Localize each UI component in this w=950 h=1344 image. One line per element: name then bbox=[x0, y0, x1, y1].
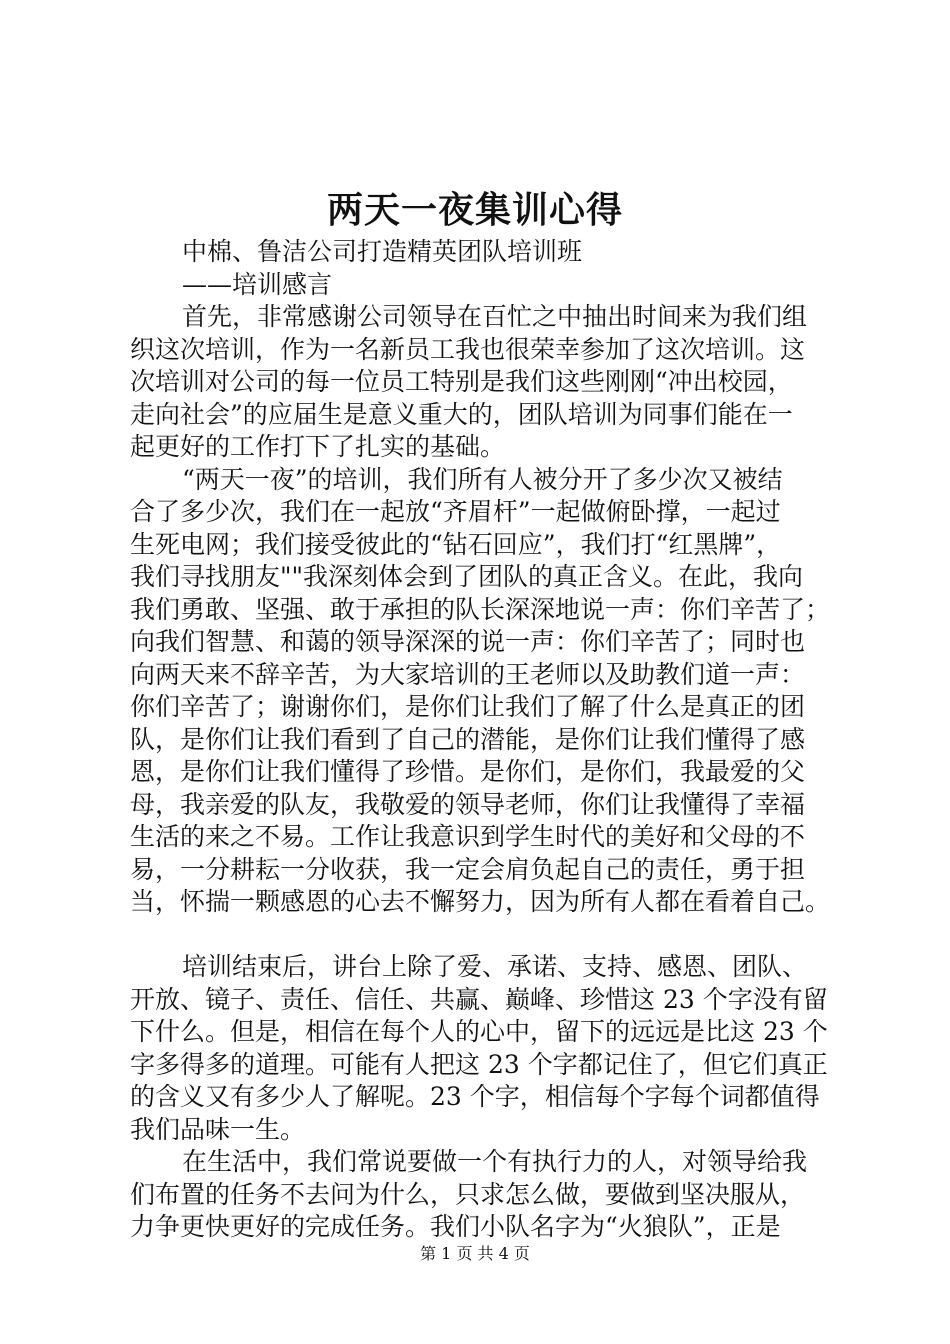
text-line: 你们辛苦了；谢谢你们，是你们让我们了解了什么是真正的团 bbox=[130, 692, 806, 721]
text-line: 当，怀揣一颗感恩的心去不懈努力，因为所有人都在看着自己。 bbox=[130, 887, 831, 916]
text-line: 力争更快更好的完成任务。我们小队名字为“火狼队”，正是 bbox=[130, 1212, 781, 1241]
page-footer: 第 1 页 共 4 页 bbox=[420, 1244, 530, 1263]
text-line: 易，一分耕耘一分收获，我一定会肩负起自己的责任，勇于担 bbox=[130, 854, 806, 884]
text-line: 生死电网；我们接受彼此的“钻石回应”，我们打“红黑牌”， bbox=[130, 529, 782, 559]
text-line: 织这次培训，作为一名新员工我也很荣幸参加了这次培训。这 bbox=[130, 334, 806, 364]
text-line: 我们勇敢、坚强、敢于承担的队长深深地说一声：你们辛苦了； bbox=[130, 594, 831, 624]
text-line: ——培训感言 bbox=[182, 269, 333, 299]
text-line: 培训结束后，讲台上除了爱、承诺、支持、感恩、团队、 bbox=[182, 952, 808, 981]
text-line: 首先，非常感谢公司领导在百忙之中抽出时间来为我们组 bbox=[182, 302, 808, 331]
text-line: 起更好的工作打下了扎实的基础。 bbox=[130, 432, 506, 461]
text-line: 字多得多的道理。可能有人把这 23 个字都记住了，但它们真正 bbox=[130, 1049, 828, 1079]
text-line: 下什么。但是，相信在每个人的心中，留下的远远是比这 23 个 bbox=[130, 1017, 828, 1046]
blank-line bbox=[130, 919, 846, 952]
text-line: 走向社会”的应届生是意义重大的，团队培训为同事们能在一 bbox=[130, 399, 793, 429]
text-line: 合了多少次，我们在一起放“齐眉杆”一起做俯卧撑，一起过 bbox=[130, 497, 781, 526]
document-body bbox=[130, 236, 846, 1244]
text-line: “两天一夜”的培训，我们所有人被分开了多少次又被结 bbox=[182, 464, 783, 494]
text-line: 在生活中，我们常说要做一个有执行力的人，对领导给我 bbox=[182, 1147, 808, 1176]
text-line: 向两天来不辞辛苦，为大家培训的王老师以及助教们道一声： bbox=[130, 659, 806, 689]
document-title: 两天一夜集训心得 bbox=[326, 189, 623, 231]
text-line: 我们寻找朋友""我深刻体会到了团队的真正含义。在此，我向 bbox=[130, 562, 804, 591]
text-line: 母，我亲爱的队友，我敬爱的领导老师，你们让我懂得了幸福 bbox=[130, 789, 806, 819]
text-line: 的含义又有多少人了解呢。23 个字，相信每个字每个词都值得 bbox=[130, 1082, 820, 1111]
text-line: 我们品味一生。 bbox=[130, 1114, 306, 1144]
text-line: 向我们智慧、和蔼的领导深深的说一声：你们辛苦了；同时也 bbox=[130, 627, 806, 656]
text-line: 队，是你们让我们看到了自己的潜能，是你们让我们懂得了感 bbox=[130, 724, 806, 754]
text-line: 次培训对公司的每一位员工特别是我们这些刚刚“冲出校园， bbox=[130, 367, 793, 396]
text-line: 恩，是你们让我们懂得了珍惜。是你们，是你们，我最爱的父 bbox=[130, 757, 806, 786]
text-line: 中棉、鲁洁公司打造精英团队培训班 bbox=[182, 237, 583, 266]
text-line: 们布置的任务不去问为什么，只求怎么做，要做到坚决服从， bbox=[130, 1179, 806, 1209]
text-line: 开放、镜子、责任、信任、共赢、巅峰、珍惜这 23 个字没有留 bbox=[130, 984, 828, 1014]
text-line: 生活的来之不易。工作让我意识到学生时代的美好和父母的不 bbox=[130, 822, 806, 851]
